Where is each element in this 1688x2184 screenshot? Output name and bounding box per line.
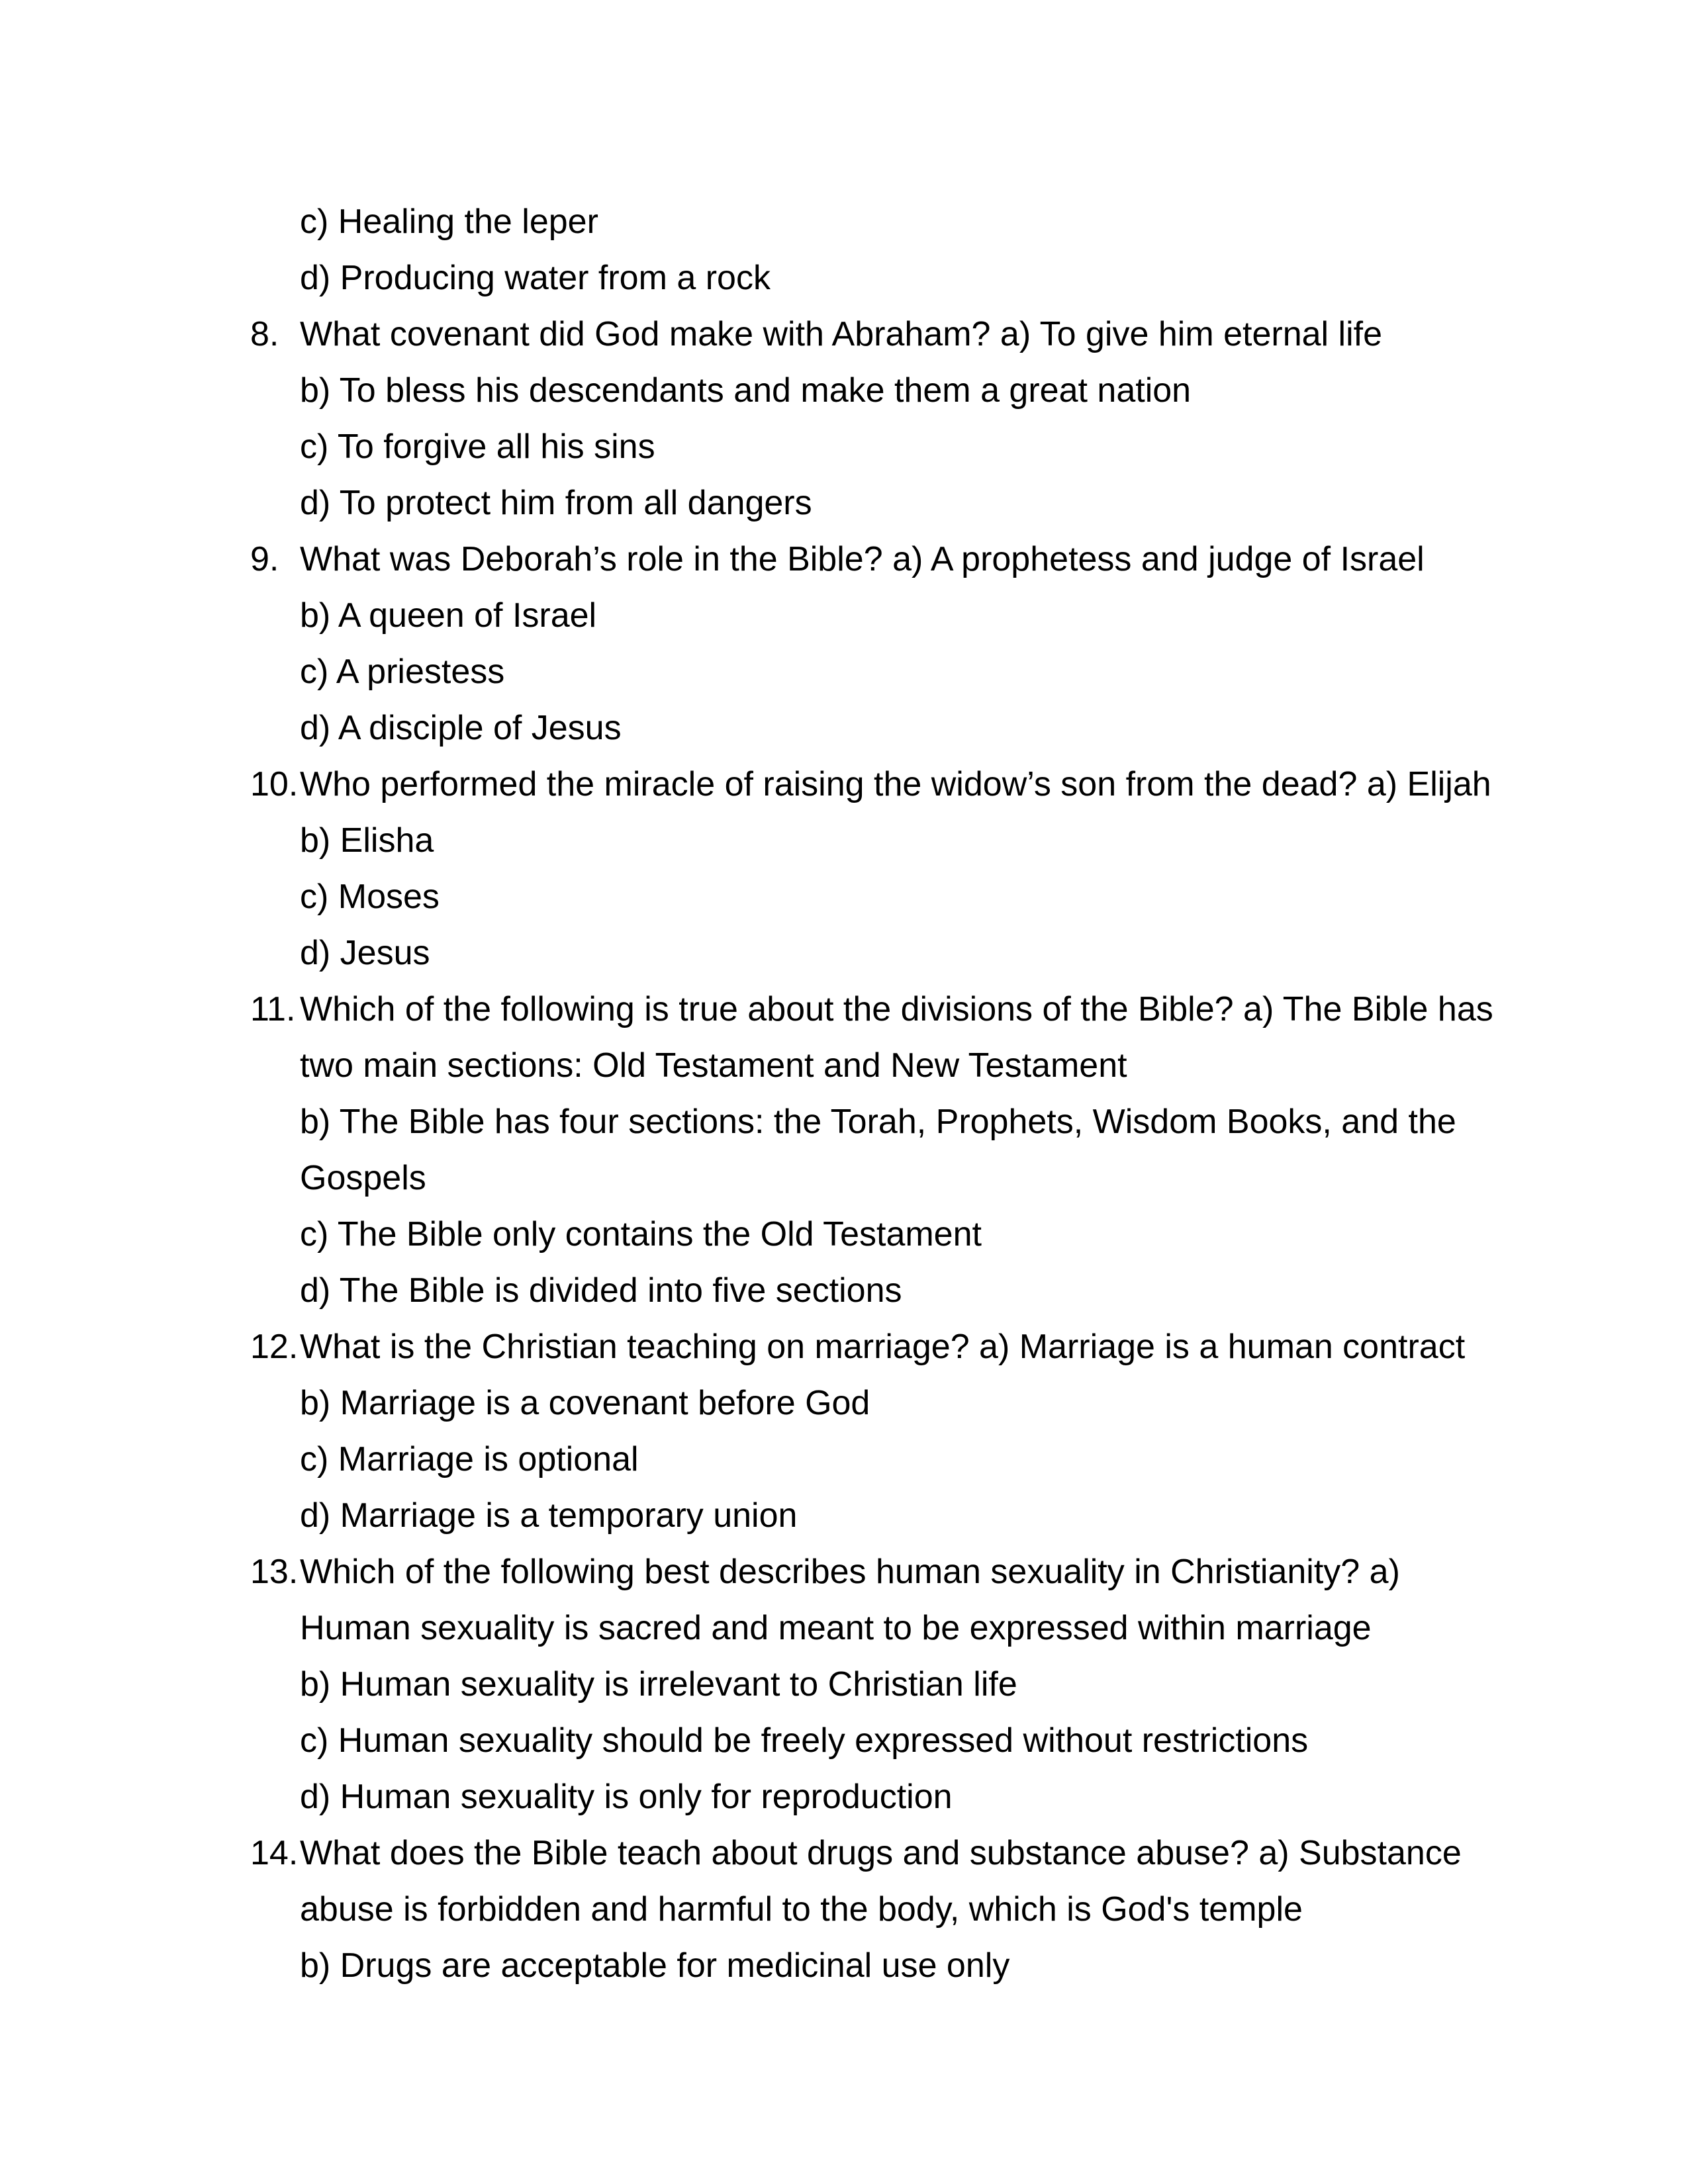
option-line: c) Moses bbox=[300, 878, 440, 916]
question-number: 13. bbox=[250, 1553, 299, 1591]
question-line bbox=[250, 1319, 1515, 1375]
question-line bbox=[250, 981, 1515, 1094]
question-item bbox=[250, 1319, 1515, 1544]
question-number: 10. bbox=[250, 765, 299, 803]
option-line: d) Marriage is a temporary union bbox=[300, 1496, 798, 1535]
question-number: 8. bbox=[250, 315, 279, 353]
option-line: b) The Bible has four sections: the Torah, Prophets, Wisdom Books, and the Gospels bbox=[300, 1103, 1456, 1197]
question-item bbox=[250, 1825, 1515, 1994]
question-text: What is the Christian teaching on marriage? a) Marriage is a human contract bbox=[300, 1328, 1466, 1366]
question-number: 9. bbox=[250, 540, 279, 578]
question-item-partial bbox=[300, 194, 1515, 306]
option-line: c) Healing the leper bbox=[300, 203, 598, 241]
question-item bbox=[250, 1544, 1515, 1825]
option-line: b) Elisha bbox=[300, 821, 434, 860]
question-text: Which of the following is true about the divisions of the Bible? a) The Bible has two main sections: Old Testament and New Testament bbox=[300, 990, 1493, 1085]
question-line bbox=[250, 531, 1515, 588]
question-number: 14. bbox=[250, 1834, 299, 1872]
question-text: Which of the following best describes human sexuality in Christianity? a) Human sexuality is sacred and meant to be expressed within marriage bbox=[300, 1553, 1400, 1647]
option-line: c) A priestess bbox=[300, 653, 505, 691]
option-line: d) Jesus bbox=[300, 934, 430, 972]
question-number: 12. bbox=[250, 1328, 299, 1366]
option-line: d) A disciple of Jesus bbox=[300, 709, 622, 747]
question-item bbox=[250, 531, 1515, 756]
question-text: What was Deborah’s role in the Bible? a) A prophetess and judge of Israel bbox=[300, 540, 1425, 578]
question-text: Who performed the miracle of raising the widow’s son from the dead? a) Elijah bbox=[300, 765, 1491, 803]
option-line: b) Marriage is a covenant before God bbox=[300, 1384, 870, 1422]
question-item bbox=[250, 306, 1515, 531]
option-line: d) Producing water from a rock bbox=[300, 259, 771, 297]
question-line bbox=[250, 1544, 1515, 1657]
option-line: b) A queen of Israel bbox=[300, 596, 597, 635]
option-line: d) To protect him from all dangers bbox=[300, 484, 812, 522]
option-line: d) The Bible is divided into five sections bbox=[300, 1271, 902, 1310]
question-text: What does the Bible teach about drugs and substance abuse? a) Substance abuse is forbidden and harmful to the body, which is God's temple bbox=[300, 1834, 1462, 1929]
question-line bbox=[250, 1825, 1515, 1938]
option-line: d) Human sexuality is only for reproduction bbox=[300, 1778, 953, 1816]
question-line bbox=[250, 756, 1515, 813]
question-item bbox=[250, 981, 1515, 1319]
option-line: b) Human sexuality is irrelevant to Christian life bbox=[300, 1665, 1017, 1704]
option-line: c) To forgive all his sins bbox=[300, 428, 655, 466]
question-text: What covenant did God make with Abraham? a) To give him eternal life bbox=[300, 315, 1383, 353]
question-number: 11. bbox=[250, 990, 296, 1028]
option-line: c) Marriage is optional bbox=[300, 1440, 639, 1479]
question-item bbox=[250, 756, 1515, 981]
option-line: b) Drugs are acceptable for medicinal use only bbox=[300, 1946, 1010, 1985]
option-line: c) The Bible only contains the Old Testament bbox=[300, 1215, 982, 1253]
quiz-content bbox=[250, 194, 1515, 1994]
option-line: c) Human sexuality should be freely expressed without restrictions bbox=[300, 1721, 1309, 1760]
question-line bbox=[250, 306, 1515, 363]
option-line: b) To bless his descendants and make them a great nation bbox=[300, 371, 1192, 410]
